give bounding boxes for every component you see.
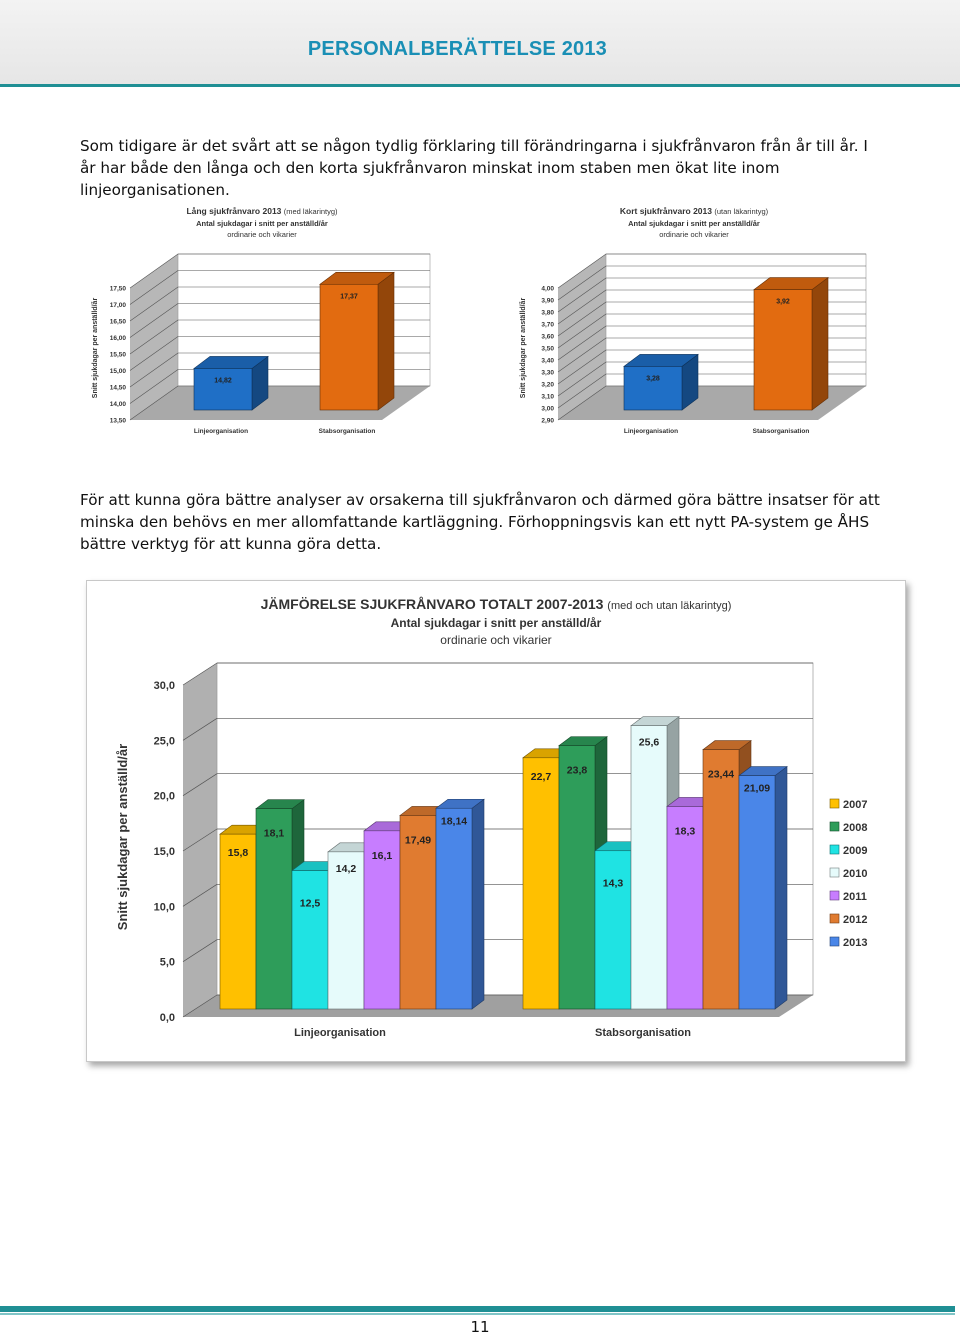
chart-title: [620, 206, 769, 216]
chart-title-main: Kort sjukfrånvaro 2013: [619, 206, 715, 216]
x-tick-label: Stabsorganisation: [752, 428, 810, 435]
x-tick-label: Linjeorganisation: [193, 428, 249, 435]
y-tick-label: 0,0: [159, 1012, 175, 1024]
y-tick-label: 16,00: [109, 335, 126, 342]
chart-subtitle2: ordinarie och vikarier: [227, 230, 297, 239]
bar-2013: [739, 776, 775, 1009]
chart-title: [261, 596, 732, 612]
y-tick-label: 13,50: [109, 417, 126, 425]
y-tick-label: 20,0: [153, 790, 175, 803]
x-tick-label: Stabsorganisation: [595, 1027, 691, 1039]
legend-label: 2012: [843, 914, 868, 926]
y-tick-label: 25,0: [153, 735, 175, 748]
bar-0: [194, 368, 252, 410]
chart-subtitle: Antal sjukdagar i snitt per anställd/år: [390, 616, 602, 630]
bar-2013-side: [472, 799, 484, 1009]
chart-short-absence: [512, 200, 876, 440]
bar-1: [320, 284, 378, 410]
chart-title-note: (med läkarintyg): [283, 207, 338, 216]
data-label: 21,09: [743, 782, 771, 795]
bar-2007: [220, 834, 256, 1009]
data-label: 18,3: [674, 825, 696, 838]
y-tick-label: 3,70: [541, 321, 554, 329]
bar-2013-side: [775, 767, 787, 1009]
bar-2009: [292, 871, 328, 1009]
chart-long-svg: [84, 200, 440, 440]
chart-long-absence: [84, 200, 440, 440]
data-label: 3,28: [646, 375, 660, 383]
chart-title-main: Lång sjukfrånvaro 2013: [186, 206, 284, 216]
legend-swatch: [830, 845, 839, 854]
y-tick-label: 14,50: [109, 384, 126, 392]
y-tick-label: 15,0: [153, 846, 175, 858]
chart-total-svg: [87, 581, 905, 1061]
bar-2013: [436, 808, 472, 1009]
x-tick-label: Stabsorganisation: [318, 428, 376, 435]
y-tick-label: 14,00: [109, 401, 126, 408]
y-tick-label: 3,60: [541, 333, 554, 341]
data-label: 3,92: [776, 298, 790, 306]
y-axis-label: Snitt sjukdagar per anställd/år: [115, 743, 130, 931]
legend-swatch: [830, 891, 839, 900]
page-number: 11: [470, 1318, 490, 1336]
y-axis-label: Snitt sjukdagar per anställd/år: [520, 297, 527, 399]
chart-title-main: JÄMFÖRELSE SJUKFRÅNVARO TOTALT 2007-2013: [260, 596, 608, 612]
y-tick-label: 3,30: [541, 369, 554, 377]
data-label: 23,8: [566, 764, 588, 777]
data-label: 18,14: [440, 815, 468, 828]
y-tick-label: 17,50: [109, 285, 126, 293]
chart-subtitle2: ordinarie och vikarier: [440, 633, 552, 647]
legend-swatch: [830, 937, 839, 946]
data-label: 14,2: [335, 862, 357, 875]
footer-rule: [0, 1306, 955, 1312]
y-tick-label: 15,00: [109, 368, 126, 375]
legend-swatch: [830, 914, 839, 923]
chart-title-note: (med och utan läkarintyg): [607, 600, 732, 612]
data-label: 18,1: [263, 827, 285, 840]
y-axis-label: Snitt sjukdagar per anställd/år: [92, 297, 99, 399]
data-label: 17,37: [340, 293, 358, 301]
legend-swatch: [830, 822, 839, 831]
data-label: 23,44: [707, 768, 735, 781]
data-label: 16,1: [371, 849, 393, 862]
y-tick-label: 4,00: [541, 285, 554, 293]
bar-1-side: [378, 272, 394, 410]
bar-2010: [631, 726, 667, 1009]
chart-subtitle: Antal sjukdagar i snitt per anställd/år: [628, 219, 760, 228]
bar-1-side: [812, 278, 828, 410]
footer-rule-light: [0, 1313, 955, 1315]
data-label: 25,6: [638, 736, 660, 749]
paragraph-text-1: Som tidigare är det svårt att se någon tydlig förklaring till förändringarna i sjukfrånvaron från år till år. I år har både den långa och den korta sjukfrånvaron minskat inom staben men ökat lite inom linjeorganisationen.: [80, 137, 868, 199]
legend-label: 2013: [843, 937, 868, 949]
legend-label: 2007: [843, 799, 868, 811]
y-tick-label: 3,40: [541, 357, 554, 365]
chart-subtitle2: ordinarie och vikarier: [659, 230, 729, 239]
data-label: 17,49: [404, 834, 432, 847]
bar-2010: [328, 852, 364, 1009]
data-label: 14,3: [602, 877, 624, 890]
paragraph-text-2: För att kunna göra bättre analyser av orsakerna till sjukfrånvaron och därmed göra bättre insatser för att minska den behövs en mer allomfattande kartläggning. Förhoppningsvis kan ett nytt PA-system ge ÅHS bättre verktyg för att kunna göra detta.: [80, 491, 880, 553]
y-tick-label: 5,0: [159, 956, 175, 969]
chart-total-comparison: [86, 580, 906, 1062]
y-tick-label: 3,10: [541, 393, 554, 401]
y-tick-label: 2,90: [541, 417, 554, 425]
y-tick-label: 10,0: [153, 901, 175, 914]
body-paragraph-1: [80, 135, 880, 201]
y-tick-label: 3,00: [541, 405, 554, 413]
page-header: [0, 0, 960, 87]
x-tick-label: Linjeorganisation: [623, 428, 679, 435]
header-title: PERSONALBERÄTTELSE 2013: [307, 38, 607, 60]
y-tick-label: 17,00: [109, 302, 126, 309]
chart-short-svg: [512, 200, 876, 440]
data-label: 14,82: [214, 377, 232, 385]
y-tick-label: 3,80: [541, 309, 554, 317]
x-tick-label: Linjeorganisation: [294, 1027, 386, 1039]
bar-2008: [559, 746, 595, 1009]
legend-label: 2009: [843, 845, 868, 857]
data-label: 22,7: [530, 770, 552, 783]
bar-1: [754, 290, 812, 410]
legend-label: 2011: [843, 891, 867, 903]
legend-swatch: [830, 868, 839, 877]
chart-title: [186, 206, 338, 216]
data-label: 15,8: [227, 847, 249, 860]
legend-swatch: [830, 799, 839, 808]
bar-2009: [595, 851, 631, 1009]
chart-subtitle: Antal sjukdagar i snitt per anställd/år: [196, 219, 328, 228]
bar-2007: [523, 758, 559, 1009]
y-tick-label: 30,0: [153, 680, 175, 692]
y-tick-label: 3,90: [541, 297, 554, 305]
y-tick-label: 3,20: [541, 381, 554, 389]
bar-0: [624, 366, 682, 410]
legend-label: 2008: [843, 822, 868, 834]
body-paragraph-2: [80, 489, 880, 555]
bar-2012: [703, 750, 739, 1009]
y-tick-label: 16,50: [109, 318, 126, 326]
chart-title-note: (utan läkarintyg): [714, 207, 769, 216]
legend-label: 2010: [843, 868, 868, 880]
y-tick-label: 15,50: [109, 351, 126, 359]
y-tick-label: 3,50: [541, 345, 554, 353]
data-label: 12,5: [299, 897, 321, 910]
